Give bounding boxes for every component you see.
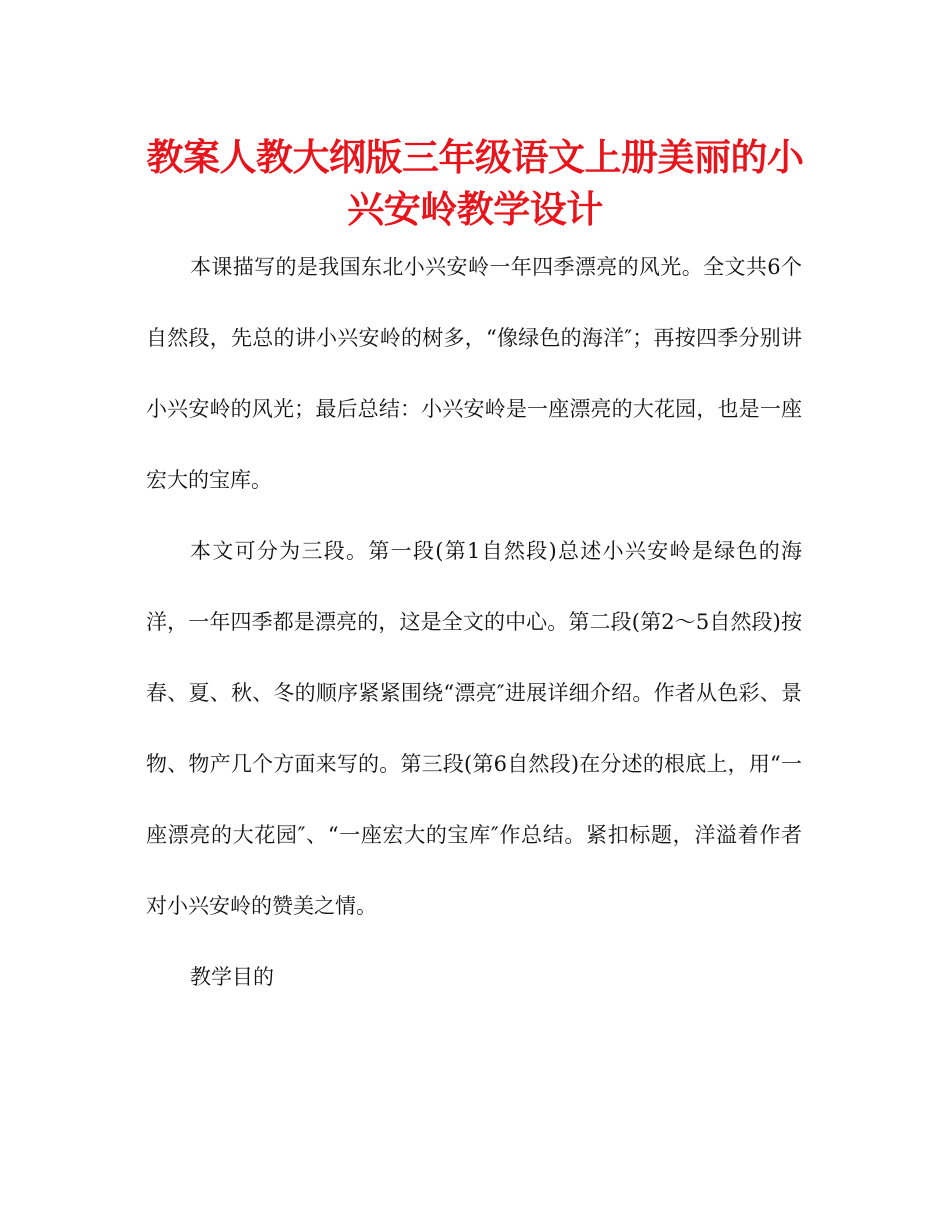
document-title: 教案人教大纲版三年级语文上册美丽的小兴安岭教学设计 xyxy=(146,136,804,231)
paragraph-structure: 本文可分为三段。第一段(第1自然段)总述小兴安岭是绿色的海洋，一年四季都是漂亮的，这是全文的中心。第二段(第2～5自然段)按春、夏、秋、冬的顺序紧紧围绕“漂亮″进展详细介绍。作者从色彩、景物、物产几个方面来写的。第三段(第6自然段)在分述的根底上，用“一座漂亮的大花园″、“一座宏大的宝库″作总结。紧扣标题，洋溢着作者对小兴安岭的赞美之情。 xyxy=(146,539,802,918)
document-body xyxy=(146,232,802,1013)
section-heading-teaching-goals: 教学目的 xyxy=(190,965,274,989)
paragraph-intro: 本课描写的是我国东北小兴安岭一年四季漂亮的风光。全文共6个自然段，先总的讲小兴安岭的树多，“像绿色的海洋″；再按四季分别讲小兴安岭的风光；最后总结：小兴安岭是一座漂亮的大花园，也是一座宏大的宝库。 xyxy=(146,255,802,492)
